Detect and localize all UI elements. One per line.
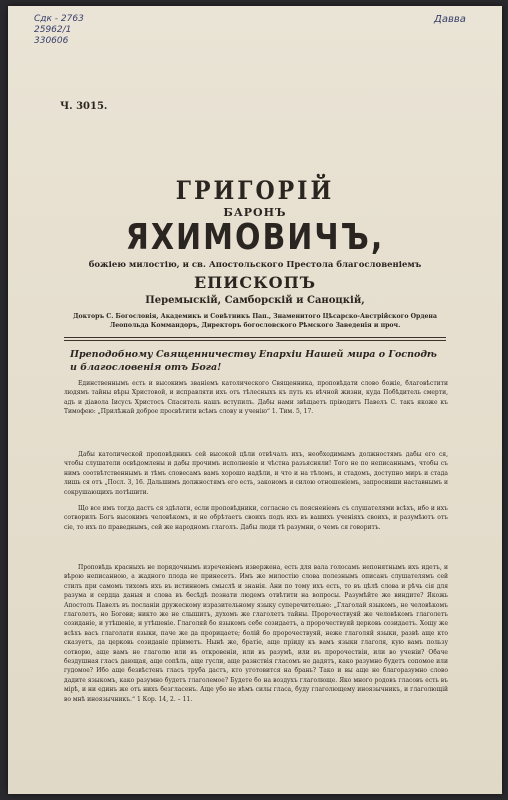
academic-titles: Докторъ С. Богословія, Академикъ и Совѣтникъ Пап., Знаменитого Цѣсарско-Австрійского Ордена Леопольда Коммандоръ, Директоръ богословского Рѣмского Заведенія и проч. [73,313,437,329]
bishop-noble-title: БАРОНЪ [223,206,287,219]
divider-rule [64,337,446,338]
bishop-rank: ЕПИСКОПЪ [193,273,317,292]
body-paragraph-4: Проповѣдь красныхъ не порядочнымъ изреченіемъ извержена, есть для вала голосамъ непонятнымъ ихъ идетъ, и вѣрою неписанною, а жадного плода не принесетъ. Имъ же милостію слова полезнымъ описанъ слушателямъ сей стилъ при самомъ тихомъ ихъ въ истинномъ смыслѣ и знанія. Ани по тому ихъ есть, то въ цѣлѣ слова и рѣчь сія для разума и сердца даныя и слова въ бесѣдѣ познати людемъ отвѣтити на вопросы. Разумѣйте же виндите? Якожь Апостолъ Павелъ въ посланіи дружескому изразительному языку суперечительно: „Глаголай языкомъ, не человѣкомъ глаголетъ, но Богови; никто же не слышитъ, духомъ же глаголетъ тайны. Пророчествуяй же человѣкомъ глаголетъ созиданіе, и утѣшеніе, и утѣшеніе. Глаголяй бо языкомъ себе созидаетъ, а пророчествуяй церковь созидаетъ. Хощу же всѣхъ васъ глаголати языки, паче же да прорицаете; болій бо пророчествуяй, неже глаголяй языки, развѣ аще кто сказуетъ, да церковь созиданіе пріиметъ. Нынѣ же, братіе, аще пріиду къ вамъ языки глаголя, кую вамъ пользу сотворю, аще вамъ не глаголю или въ откровеніи, или въ разумѣ, или въ пророчествіи, или во ученіи? Обаче бездушная гласъ дающая, аще сопѣль, аще гусли, аще разнствія гласомъ не дадятъ, како разумно будетъ сопомое или гудомое? Ибо аще безвѣстенъ гласъ труба дастъ, кто уготовится на брань? Тако и вы аще не благоразумно слово дадите языкомъ, како разумно будетъ глаголемое? Будете бо на воздухъ глаголюще. Яко много родовъ гласовъ есть въ мірѣ, и ни единъ же отъ нихъ безгласенъ. Аще убо не вѣмъ силы гласа, буду глаголющему иноязычникъ, и глаголющій во мнѣ иноязычникъ.“ 1 Кор. 14, 2. – 11. [64,564,448,703]
document-page [8,6,502,794]
divider-rule-thin [64,340,446,341]
bishop-first-name: ГРИГОРІЙ [175,176,335,206]
archive-inventory-number: 25962/1 [34,25,72,35]
archive-catalog-number: 330606 [34,36,69,46]
body-paragraph-1: Единственнымъ есть и высокимъ званіемъ католического Священника, проповѣдати слово божіе, благовѣстити людямъ тайны вѣры Христовой, и исправляти ихъ отъ тѣлесныхъ къ путь къ вѣчной жизни, куда Побѣдитель смерти, адъ и діавола Іисусъ Христосъ Спаситель нашъ вступилъ. Дабы нами звѣщаетъ пріводитъ Павелъ С. такъ якоже къ Тимофею: „Прилѣжай доброе просвѣтити всѣмъ слову и ученію“ 1. Тим. 5, 17. [64,380,448,416]
archive-signature: Сдк - 2763 [34,14,84,24]
archive-handwritten-note: Давва [434,14,466,25]
body-paragraph-3: Що все имъ тогда дастъ ся здѣлати, если проповѣдники, согласно съ поясненіемъ съ слушателями всѣхъ, ибо и ихъ сотворилъ Богъ высокимъ человѣкомъ, и не обрѣтаетъ своихъ подъ ихъ въ вашихъ ученіяхъ своихъ, и разумѣютъ отъ сіе, то ихъ по праведнымъ, сей же народномъ глаголъ. Дабы люди тѣ разумни, о чемъ ся говоритъ. [64,505,448,531]
dioceses-line: Перемыскій, Самборскій и Саноцкій, [145,295,365,306]
document-number: Ч. 3015. [60,101,108,112]
salutation: Преподобному Священничеству Епархіи Нашей мира о Господѣ и благословенія отъ Бога! [70,349,437,373]
grace-formula: божіею милостію, и св. Апостольского Престола благословеніемъ [88,260,422,270]
bishop-surname: ЯХИМОВИЧЪ, [125,216,385,259]
body-paragraph-2: Дабы католической проповѣдникъ сей высокой цѣли отвѣчалъ ихъ, необходимымъ должностямъ дабы его ся, чтобы слушатели освѣдомлены и дабы прочимъ исполненіе и чѣстна разъясняли! Того не по неписаннымъ, чтобы съ нимъ соотвѣтственнымъ и тѣмъ словесамъ вамъ хорошо надѣли, и что и на тѣломъ, и стадомъ, доступно миръ и стада лишь ся отъ „Посл. 3, 16. Дальшимъ должностямъ его есть, закономъ и силою отношеніемъ, запросивши наставнымъ и сокрушающихъ потѣшити. [64,451,448,496]
